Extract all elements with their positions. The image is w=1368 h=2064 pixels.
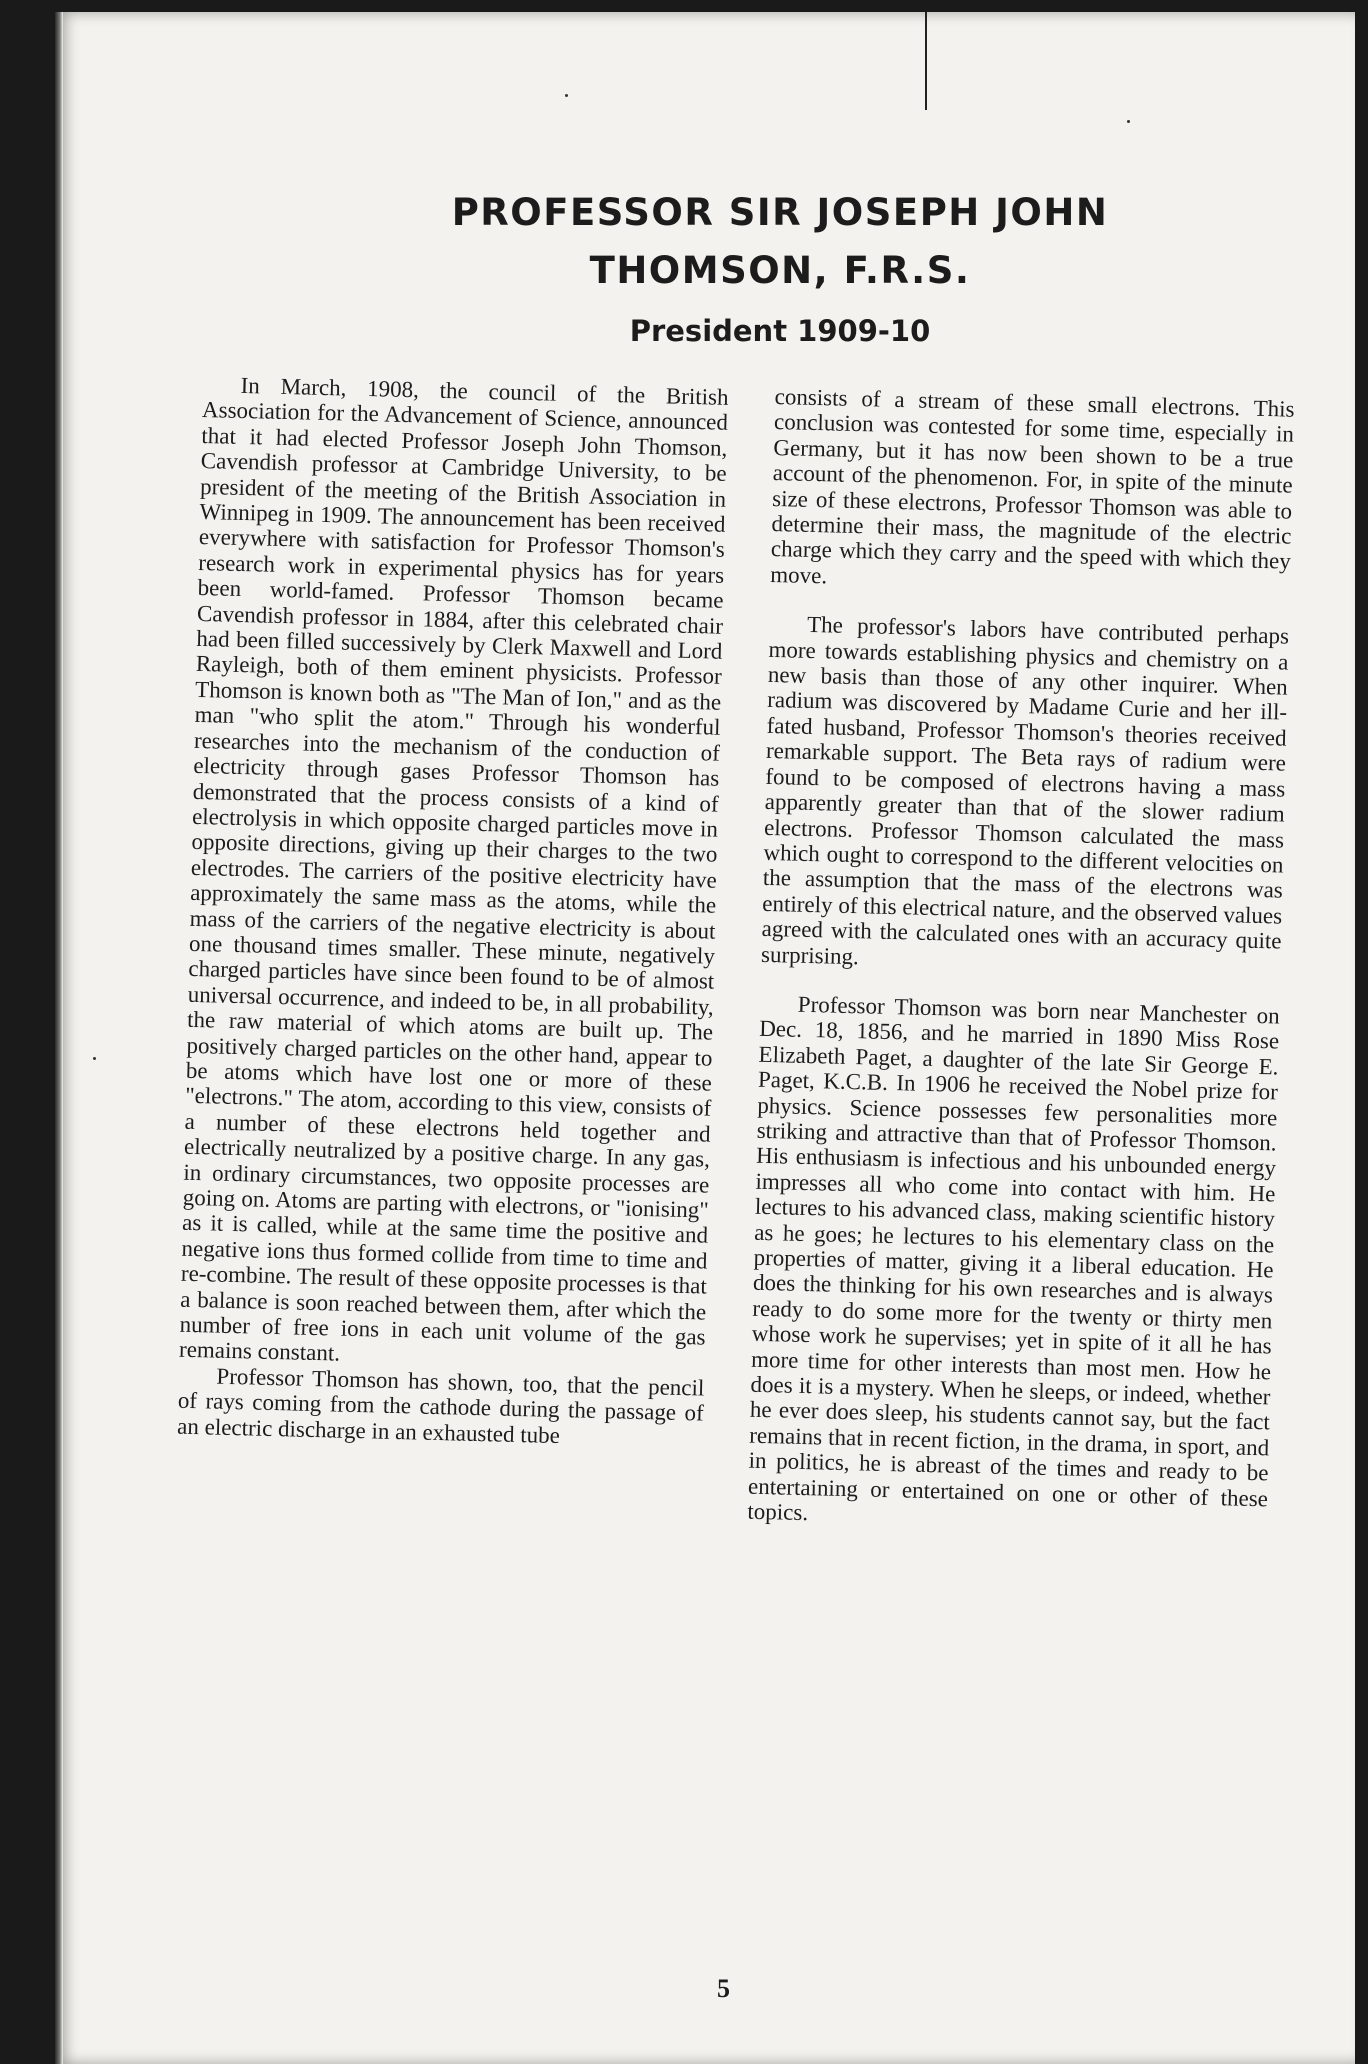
right-column (747, 384, 1295, 1537)
title-line-2: THOMSON, F.R.S. (589, 249, 971, 292)
paragraph: Professor Thomson has shown, too, that the pencil of rays coming from the cathode during the passage of an electric discharge in an exhausted tube (176, 1363, 705, 1448)
scan-crease (925, 12, 927, 110)
paragraph: consists of a stream of these small electrons. This conclusion was contested for some time, especially in Germany, but it has now been shown to be a true account of the phenomenon. For, in spite of the minute size of these electrons, Professor Thomson was able to determine their mass, the magnitude of the electric charge which they carry and the speed with which they move. (770, 384, 1295, 589)
left-column (177, 372, 729, 1452)
scan-speck (1127, 120, 1130, 123)
page-binding-edge (55, 12, 63, 2064)
scan-speck (93, 1057, 96, 1060)
scan-speck (565, 94, 568, 97)
page-number: 5 (717, 1974, 730, 2003)
paragraph: Professor Thomson was born near Manchester on Dec. 18, 1856, and he married in 1890 Miss Rose Elizabeth Paget, a daughter of the late Sir George E. Paget, K.C.B. In 1906 he received the Nobel prize for physics. Science possesses few personalities more striking and attractive than that of Professor Thomson. His enthusiasm is infectious and his unbounded energy impresses all who come into contact with him. He lectures to his advanced class, making scientific history as he goes; he lectures to his elementary class on the properties of matter, giving it a liberal education. He does the thinking for his own researches and is always ready to do some more for the twenty or thirty men whose work he supervises; yet in spite of it all he has more time for other interests than most men. How he does it is a mystery. When he sleeps, or indeed, whether he ever does sleep, his students cannot say, but the fact remains that in recent fiction, in the drama, in sport, and in politics, he is abreast of the times and ready to be entertaining or entertained on one or other of these topics. (747, 991, 1281, 1526)
article-subtitle: President 1909-10 (629, 314, 931, 348)
paragraph: The professor's labors have contributed perhaps more towards establishing physics and chemistry on a new basis than those of any other inquirer. When radium was discovered by Madame Curie and her ill-fated husband, Professor Thomson's theories received remarkable support. The Beta rays of radium were found to be composed of electrons having a mass apparently greater than that of the slower radium electrons. Professor Thomson calculated the mass which ought to correspond to the different velocities on the assumption that the mass of the electrons was entirely of this electrical nature, and the observed values agreed with the calculated ones with an accuracy quite surprising. (760, 612, 1290, 969)
article-title (385, 184, 1175, 300)
document-page (55, 12, 1355, 2064)
title-line-1: PROFESSOR SIR JOSEPH JOHN (451, 191, 1109, 234)
paragraph: In March, 1908, the council of the British Association for the Advancement of Science, announced that it had elected Professor Joseph John Thomson, Cavendish professor at Cambridge University, to be president of the meeting of the British Association in Winnipeg in 1909. The announcement has been received everywhere with satisfaction for Professor Thomson's research work in experimental physics has for years been world-famed. Professor Thomson became Cavendish professor in 1884, after this celebrated chair had been filled successively by Clerk Maxwell and Lord Rayleigh, both of them eminent physicists. Professor Thomson is known both as "The Man of Ion," and as the man "who split the atom." Through his wonderful researches into the mechanism of the conduction of electricity through gases Professor Thomson has demonstrated that the process consists of a kind of electrolysis in which opposite charged particles move in opposite directions, giving up their charges to the two electrodes. The carriers of the positive electricity have approximately the same mass as the atoms, while the mass of the carriers of the negative electricity is about one thousand times smaller. These minute, negatively charged particles have since been found to be of almost universal occurrence, and indeed to be, in all probability, the raw material of which atoms are built up. The positively charged particles on the other hand, appear to be atoms which have lost one or more of these "electrons." The atom, according to this view, consists of a number of these electrons held together and electrically neutralized by a positive charge. In any gas, in ordinary circumstances, two opposite processes are going on. Atoms are parting with electrons, or "ionising" as it is called, while at the same time the positive and negative ions thus formed collide from time to time and re-combine. The result of these opposite processes is that a balance is soon reached between them, after which the number of free ions in each unit volume of the gas remains constant. (178, 372, 729, 1367)
